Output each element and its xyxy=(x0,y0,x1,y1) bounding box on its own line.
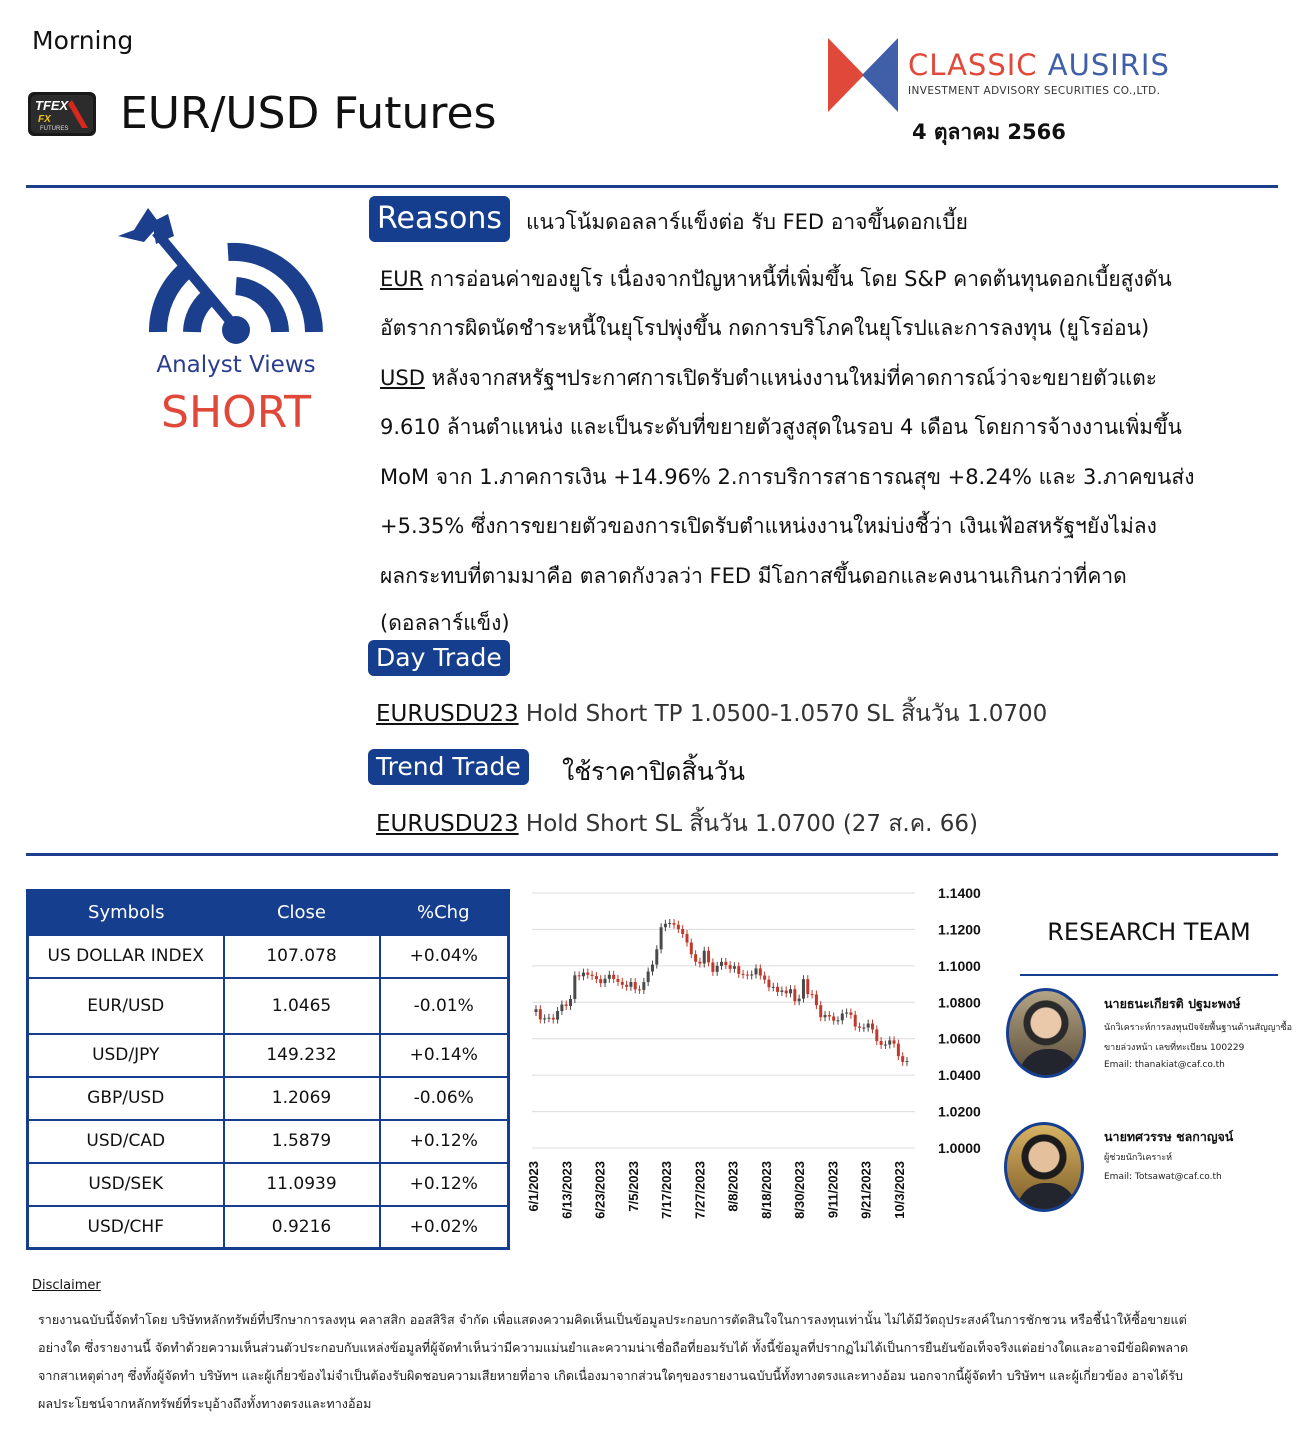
day-trade-recommendation: EURUSDU23 Hold Short TP 1.0500-1.0570 SL สิ้นวัน 1.0700 xyxy=(376,701,1048,727)
candle-body xyxy=(673,923,676,925)
day-trade-tag: Day Trade xyxy=(368,640,510,676)
company-name: CLASSIC AUSIRIS xyxy=(908,48,1170,82)
trend-trade-symbol: EURUSDU23 xyxy=(376,811,519,837)
candle-body xyxy=(897,1044,900,1057)
candle-body xyxy=(642,982,645,990)
usd-code: USD xyxy=(380,366,425,390)
candle-body xyxy=(789,989,792,993)
candle-body xyxy=(832,1016,835,1020)
y-tick-label: 1.1200 xyxy=(938,921,981,938)
candle-body xyxy=(742,974,745,975)
candle-body xyxy=(664,924,667,927)
analyst-photo xyxy=(1006,988,1086,1078)
candle-body xyxy=(884,1045,887,1046)
table-row xyxy=(28,978,509,1034)
trend-trade-note: ใช้ราคาปิดสิ้นวัน xyxy=(562,757,745,786)
svg-text:TFEX: TFEX xyxy=(35,98,69,113)
analyst-view-value: SHORT xyxy=(161,387,311,438)
candle-body xyxy=(621,982,624,985)
candle-body xyxy=(806,979,809,994)
table-row xyxy=(28,1120,509,1163)
candle-body xyxy=(565,1004,568,1005)
candle-body xyxy=(629,982,632,987)
usd-paragraph-line: (ดอลลาร์แข็ง) xyxy=(380,611,510,635)
target-arrow-icon xyxy=(108,200,328,350)
symbol-cell: GBP/USD xyxy=(28,1077,224,1120)
member-role: นักวิเคราะห์การลงทุนปัจจัยพื้นฐานด้านสัญญาซื้อ xyxy=(1104,1023,1292,1033)
candle-body xyxy=(660,927,663,949)
chg-cell: +0.12% xyxy=(380,1120,509,1163)
candle-body xyxy=(724,962,727,965)
candle-body xyxy=(651,965,654,972)
symbol-cell: USD/SEK xyxy=(28,1163,224,1206)
close-cell: 1.5879 xyxy=(224,1120,380,1163)
candle-body xyxy=(793,989,796,1001)
candle-body xyxy=(698,962,701,964)
reasons-tag: Reasons xyxy=(369,196,510,242)
candle-body xyxy=(556,1011,559,1020)
candle-body xyxy=(694,954,697,961)
member-email: Email: thanakiat@caf.co.th xyxy=(1104,1060,1225,1070)
assistant-photo xyxy=(1004,1122,1084,1212)
candle-body xyxy=(875,1029,878,1041)
disclaimer-line: ผลประโยชน์จากหลักทรัพย์ที่ระบุอ้างถึงทั้งทางตรงและทางอ้อม xyxy=(38,1396,372,1411)
symbol-cell: US DOLLAR INDEX xyxy=(28,935,224,978)
candle-body xyxy=(759,968,762,975)
candle-body xyxy=(552,1018,555,1020)
close-cell: 1.0465 xyxy=(224,978,380,1034)
y-tick-label: 1.0800 xyxy=(938,994,981,1011)
candle-body xyxy=(685,934,688,943)
candle-body xyxy=(547,1018,550,1019)
company-logo xyxy=(828,38,898,112)
candle-body xyxy=(560,1004,563,1011)
close-cell: 11.0939 xyxy=(224,1163,380,1206)
candle-body xyxy=(841,1014,844,1021)
chg-cell: -0.01% xyxy=(380,978,509,1034)
y-tick-label: 1.1400 xyxy=(938,885,981,901)
candle-body xyxy=(767,980,770,988)
close-cell: 149.232 xyxy=(224,1034,380,1077)
symbol-cell: USD/JPY xyxy=(28,1034,224,1077)
candle-body xyxy=(750,974,753,975)
candle-body xyxy=(711,962,714,971)
candle-body xyxy=(906,1061,909,1062)
candle-body xyxy=(707,951,710,963)
candle-body xyxy=(772,987,775,988)
candle-body xyxy=(638,989,641,990)
candle-body xyxy=(716,966,719,972)
tfex-logo xyxy=(28,92,96,136)
table-row xyxy=(28,1077,509,1120)
symbol-cell: USD/CAD xyxy=(28,1120,224,1163)
candle-body xyxy=(535,1009,538,1012)
close-cell: 1.2069 xyxy=(224,1077,380,1120)
x-tick-label: 9/11/2023 xyxy=(825,1161,841,1219)
trend-trade-tag: Trend Trade xyxy=(368,749,529,785)
candle-body xyxy=(733,966,736,969)
research-team-divider xyxy=(1020,974,1278,976)
candle-body xyxy=(543,1018,546,1019)
y-tick-label: 1.0600 xyxy=(938,1030,981,1047)
candle-body xyxy=(828,1015,831,1016)
disclaimer-title: Disclaimer xyxy=(32,1278,101,1293)
candle-body xyxy=(871,1024,874,1030)
candle-body xyxy=(888,1040,891,1044)
candle-body xyxy=(655,949,658,964)
member-name: นายธนะเกียรติ ปฐมะพงษ์ xyxy=(1104,996,1241,1011)
candle-body xyxy=(690,943,693,955)
y-tick-label: 1.1000 xyxy=(938,957,981,974)
candle-body xyxy=(586,973,589,975)
disclaimer-line: รายงานฉบับนี้จัดทำโดย บริษัทหลักทรัพย์ที่ปรึกษาการลงทุน คลาสสิก ออสสิริส จำกัด เพื่อแสดงความคิดเห็นเป็นข้อมูลประกอบการตัดสินใจในการลงทุนเท่านั้น ไม่ได้มีวัตถุประสงค์ในการชักชวน หรือชี้นำให้ซื้อขายแต่ xyxy=(38,1312,1187,1327)
x-tick-label: 7/27/2023 xyxy=(692,1161,708,1219)
disclaimer-line: จากสาเหตุต่างๆ ซึ่งทั้งผู้จัดทำ บริษัทฯ และผู้เกี่ยวข้องไม่จำเป็นต้องรับผิดชอบความเสียหายที่อาจ เกิดเนื่องมาจากส่วนใดๆของรายงานฉบับนี้ทั้งทางตรงและทางอ้อม นอกจากนี้ผู้จัดทำ บริษัทฯ และผู้เกี่ยวข้อง อาจได้รับ xyxy=(38,1368,1183,1383)
candle-body xyxy=(677,925,680,929)
candle-body xyxy=(591,975,594,976)
usd-paragraph-line: 9.610 ล้านตำแหน่ง และเป็นระดับที่ขยายตัวสูงสุดในรอบ 4 เดือน โดยการจ้างงานเพิ่มขึ้น xyxy=(380,415,1182,439)
candle-body xyxy=(824,1015,827,1017)
table-header-row xyxy=(28,891,509,935)
candle-body xyxy=(798,999,801,1002)
x-tick-label: 10/3/2023 xyxy=(892,1161,907,1219)
usd-paragraph-line: USD หลังจากสหรัฐฯประกาศการเปิดรับตำแหน่งงานใหม่ที่คาดการณ์ว่าจะขยายตัวแตะ xyxy=(380,366,1158,390)
chg-cell: +0.12% xyxy=(380,1163,509,1206)
y-tick-label: 1.0000 xyxy=(938,1140,981,1156)
candle-body xyxy=(858,1027,861,1028)
member-role: ขายล่วงหน้า เลขที่ทะเบียน 100229 xyxy=(1104,1043,1245,1053)
member-role: ผู้ช่วยนักวิเคราะห์ xyxy=(1104,1153,1173,1163)
eurusd-price-chart xyxy=(520,878,1000,1258)
table-row xyxy=(28,935,509,978)
x-tick-label: 6/1/2023 xyxy=(526,1161,541,1212)
y-tick-label: 1.0400 xyxy=(938,1067,981,1084)
usd-paragraph-line: MoM จาก 1.ภาคการเงิน +14.96% 2.การบริการสาธารณสุข +8.24% และ 3.ภาคขนส่ง xyxy=(380,465,1195,489)
candle-body xyxy=(616,979,619,982)
candle-body xyxy=(815,994,818,1005)
candle-body xyxy=(811,994,814,995)
x-tick-label: 6/13/2023 xyxy=(559,1161,575,1219)
candle-body xyxy=(612,975,615,979)
member-name: นายทศวรรษ ชลกาญจน์ xyxy=(1104,1129,1234,1144)
report-date: 4 ตุลาคม 2566 xyxy=(912,120,1066,144)
candle-body xyxy=(802,979,805,998)
x-tick-label: 8/30/2023 xyxy=(792,1161,808,1219)
eur-paragraph-line: EUR การอ่อนค่าของยูโร เนื่องจากปัญหาหนี้ที่เพิ่มขึ้น โดย S&P คาดต้นทุนดอกเบี้ยสูงดัน xyxy=(380,267,1172,291)
candle-body xyxy=(578,975,581,976)
candle-body xyxy=(582,973,585,977)
eur-code: EUR xyxy=(380,267,424,291)
candle-body xyxy=(819,1005,822,1017)
close-cell: 107.078 xyxy=(224,935,380,978)
candle-body xyxy=(849,1012,852,1014)
x-tick-label: 6/23/2023 xyxy=(592,1161,608,1219)
candle-body xyxy=(625,985,628,987)
candle-body xyxy=(729,965,732,969)
usd-paragraph-line: ผลกระทบที่ตามมาคือ ตลาดกังวลว่า FED มีโอกาสขึ้นดอกและคงนานเกินกว่าที่คาด xyxy=(380,564,1127,588)
page-title: EUR/USD Futures xyxy=(120,88,497,139)
candle-body xyxy=(845,1012,848,1013)
disclaimer-line: อย่างใด ซึ่งรายงานนี้ จัดทำด้วยความเห็นส่วนตัวประกอบกับแหล่งข้อมูลที่ผู้จัดทำเห็นว่ามีความแม่นยำและความน่าเชื่อถือที่ยอมรับได้ ทั้งนี้ข้อมูลที่ปรากฏไม่ได้เป็นการยืนยันข้อเท็จจริงแต่อย่างใดและอาจมีข้อผิดพลาด xyxy=(38,1340,1189,1355)
candle-body xyxy=(595,976,598,979)
table-row xyxy=(28,1163,509,1206)
candle-body xyxy=(703,951,706,964)
svg-text:FUTURES: FUTURES xyxy=(40,126,69,132)
column-header-close: Close xyxy=(224,891,380,935)
analyst-views-label: Analyst Views xyxy=(156,352,316,378)
member-email: Email: Totsawat@caf.co.th xyxy=(1104,1172,1222,1182)
table-row xyxy=(28,1206,509,1249)
y-tick-label: 1.0200 xyxy=(938,1103,981,1120)
column-header-chg: %Chg xyxy=(380,891,509,935)
candle-body xyxy=(867,1024,870,1028)
chg-cell: +0.02% xyxy=(380,1206,509,1249)
candle-body xyxy=(647,972,650,983)
table-row xyxy=(28,1034,509,1077)
candle-body xyxy=(608,975,611,979)
candle-body xyxy=(880,1041,883,1045)
reasons-headline: แนวโน้มดอลลาร์แข็งต่อ รับ FED อาจขึ้นดอกเบี้ย xyxy=(526,210,968,234)
x-tick-label: 7/5/2023 xyxy=(625,1161,641,1212)
candle-body xyxy=(755,968,758,974)
column-header-symbols: Symbols xyxy=(28,891,224,935)
x-tick-label: 7/17/2023 xyxy=(659,1161,675,1219)
chg-cell: +0.14% xyxy=(380,1034,509,1077)
research-team-title: RESEARCH TEAM xyxy=(1047,918,1251,946)
close-cell: 0.9216 xyxy=(224,1206,380,1249)
session-label: Morning xyxy=(32,26,134,55)
candle-body xyxy=(862,1028,865,1029)
company-subtitle: INVESTMENT ADVISORY SECURITIES CO.,LTD. xyxy=(908,85,1161,97)
chg-cell: -0.06% xyxy=(380,1077,509,1120)
candle-body xyxy=(836,1020,839,1021)
market-table xyxy=(26,889,510,1250)
candle-body xyxy=(776,987,779,992)
candle-body xyxy=(893,1040,896,1043)
candle-body xyxy=(539,1009,542,1019)
x-tick-label: 9/21/2023 xyxy=(858,1161,874,1219)
x-tick-label: 8/18/2023 xyxy=(758,1161,774,1219)
candle-body xyxy=(668,923,671,924)
svg-text:FX: FX xyxy=(38,114,51,125)
candle-body xyxy=(763,976,766,980)
candle-body xyxy=(573,975,576,999)
candle-body xyxy=(569,999,572,1006)
section-divider xyxy=(26,853,1278,856)
candle-body xyxy=(634,982,637,989)
trend-trade-recommendation: EURUSDU23 Hold Short SL สิ้นวัน 1.0700 (27 ส.ค. 66) xyxy=(376,811,978,837)
symbol-cell: EUR/USD xyxy=(28,978,224,1034)
candle-body xyxy=(604,979,607,983)
candle-body xyxy=(737,966,740,974)
candle-body xyxy=(681,929,684,934)
chg-cell: +0.04% xyxy=(380,935,509,978)
day-trade-symbol: EURUSDU23 xyxy=(376,701,519,727)
candle-body xyxy=(901,1056,904,1062)
candle-body xyxy=(785,990,788,993)
usd-paragraph-line: +5.35% ซึ่งการขยายตัวของการเปิดรับตำแหน่งงานใหม่บ่งชี้ว่า เงินเฟ้อสหรัฐฯยังไม่ลง xyxy=(380,514,1157,538)
x-tick-label: 8/8/2023 xyxy=(725,1161,741,1212)
eur-paragraph-line: อัตราการผิดนัดชำระหนี้ในยุโรปพุ่งขึ้น กดการบริโภคในยุโรปและการลงทุน (ยูโรอ่อน) xyxy=(380,316,1150,340)
candle-body xyxy=(780,990,783,991)
candle-body xyxy=(720,962,723,966)
symbol-cell: USD/CHF xyxy=(28,1206,224,1249)
candle-body xyxy=(854,1015,857,1027)
header-divider xyxy=(26,185,1278,188)
candle-body xyxy=(746,975,749,976)
candle-body xyxy=(599,979,602,983)
